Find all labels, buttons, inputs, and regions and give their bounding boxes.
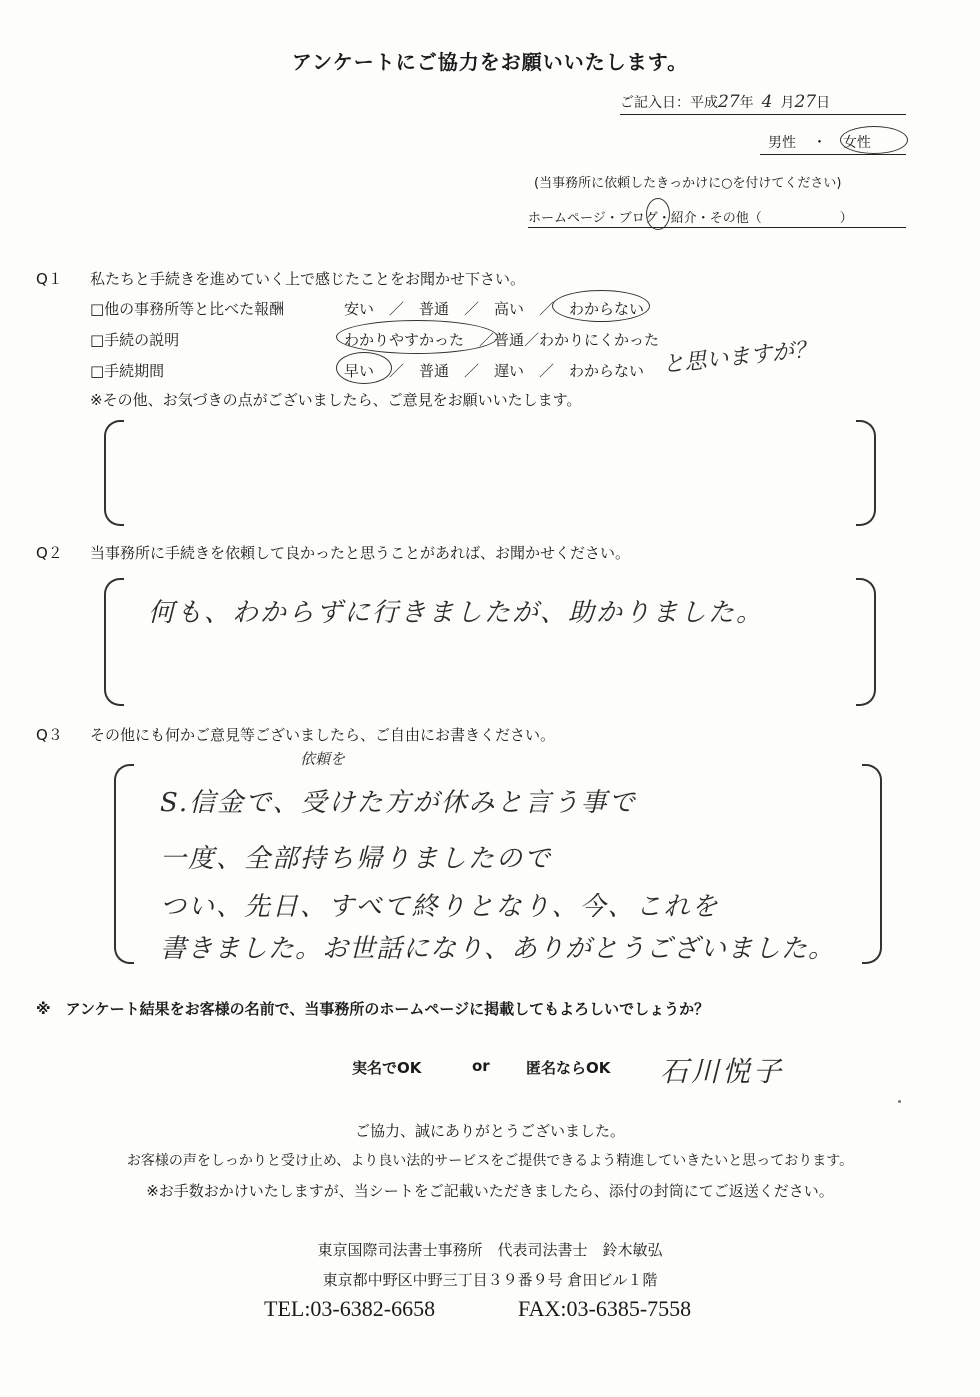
trigger-underline bbox=[528, 227, 906, 228]
q3-answer-line-3: つい、先日、すべて終りとなり、今、これを bbox=[160, 892, 720, 922]
date-underline bbox=[620, 114, 906, 115]
footer-thanks: ご協力、誠にありがとうございました。 bbox=[354, 1122, 625, 1140]
scan-speck bbox=[898, 1100, 901, 1103]
q1-number: Q１ bbox=[36, 270, 63, 288]
date-day: 27 bbox=[794, 92, 817, 112]
q1-other-prompt: ※その他、お気づきの点がございましたら、ご意見をお願いいたします。 bbox=[90, 391, 582, 409]
date-month: 4 bbox=[761, 92, 773, 112]
date-year-suffix: 年 bbox=[739, 95, 754, 111]
consent-anonymous-option: 匿名ならOK bbox=[526, 1059, 611, 1077]
footer-request: ※お手数おかけいたしますが、当シートをご記載いただきましたら、添付の封筒にてご返送ください。 bbox=[146, 1182, 834, 1200]
period-handwritten-note: と思いますが？ bbox=[661, 337, 818, 378]
q3-answer-line-2: 一度、全部持ち帰りましたので bbox=[160, 844, 553, 874]
date-month-suffix: 月 bbox=[780, 95, 795, 111]
office-name: 東京国際司法書士事務所 代表司法書士 鈴木敏弘 bbox=[317, 1241, 663, 1259]
trigger-note: (当事務所に依頼したきっかけに○を付けてください) bbox=[534, 176, 842, 191]
q2-number: Q２ bbox=[36, 544, 63, 562]
q1-row-explanation-options: わかりやすかった ／普通／わかりにくかった bbox=[344, 331, 660, 349]
trigger-options: ホームページ・ブログ・紹介・その他（ ） bbox=[528, 211, 853, 226]
q1-row-fee-label: □他の事務所等と比べた報酬 bbox=[90, 300, 285, 318]
q1-box-left-bracket bbox=[104, 420, 124, 526]
q1-row-period-label: □手続期間 bbox=[90, 362, 165, 380]
q3-answer-line-1: S.信金で、受けた方が休みと言う事で bbox=[160, 788, 637, 818]
date-day-suffix: 日 bbox=[816, 95, 831, 111]
q3-box-right-bracket bbox=[862, 764, 882, 964]
page-title: アンケートにご協力をお願いいたします。 bbox=[291, 50, 689, 74]
date-line bbox=[620, 92, 830, 112]
period-answer-circle bbox=[336, 352, 392, 384]
q3-answer-line-4: 書きました。お世話になり、ありがとうございました。 bbox=[160, 934, 836, 964]
date-label: ご記入日：平成 bbox=[620, 95, 718, 111]
q3-question: その他にも何かご意見等ございましたら、ご自由にお書きください。 bbox=[90, 726, 556, 744]
q3-number: Q３ bbox=[36, 726, 63, 744]
q3-box-left-bracket bbox=[114, 764, 134, 964]
q2-box-right-bracket bbox=[856, 578, 876, 706]
gender-underline bbox=[760, 154, 906, 155]
q1-question: 私たちと手続きを進めていく上で感じたことをお聞かせ下さい。 bbox=[90, 270, 526, 288]
date-year: 27 bbox=[718, 92, 740, 112]
office-address: 東京都中野区中野三丁目３９番９号 倉田ビル１階 bbox=[322, 1271, 658, 1289]
consent-real-name-option: 実名でOK bbox=[352, 1059, 422, 1077]
fee-answer-circle bbox=[552, 290, 650, 322]
q1-row-period-options: 早い ／ 普通 ／ 遅い ／ わからない bbox=[344, 362, 645, 380]
q2-question: 当事務所に手続きを依頼して良かったと思うことがあれば、お聞かせください。 bbox=[90, 544, 631, 562]
office-fax: FAX:03-6385-7558 bbox=[518, 1296, 692, 1321]
blog-circle-mark bbox=[646, 198, 670, 230]
footer-message: お客様の声をしっかりと受け止め、より良い法的サービスをご提供できるよう精進していきたいと思っております。 bbox=[126, 1153, 854, 1169]
consent-question: ※ アンケート結果をお客様の名前で、当事務所のホームページに掲載してもよろしいでしょうか？ bbox=[36, 1000, 710, 1018]
gender-female: 女性 bbox=[842, 135, 871, 151]
q1-row-fee-options: 安い ／ 普通 ／ 高い ／ わからない bbox=[344, 300, 645, 318]
consent-or: or bbox=[472, 1057, 490, 1075]
office-tel: TEL:03-6382-6658 bbox=[264, 1296, 436, 1321]
explanation-answer-circle bbox=[336, 320, 498, 354]
female-circle-mark bbox=[840, 126, 908, 154]
q2-box-left-bracket bbox=[104, 578, 124, 706]
signature: 石川悦子 bbox=[660, 1055, 785, 1088]
q1-row-explanation-label: □手続の説明 bbox=[90, 331, 180, 349]
q1-box-right-bracket bbox=[856, 420, 876, 526]
gender-separator: ・ bbox=[812, 135, 827, 151]
gender-male: 男性 bbox=[768, 135, 796, 151]
q3-handwritten-insert: 依頼を bbox=[300, 750, 346, 768]
q2-handwritten-answer: 何も、わからずに行きましたが、助かりました。 bbox=[148, 598, 765, 628]
